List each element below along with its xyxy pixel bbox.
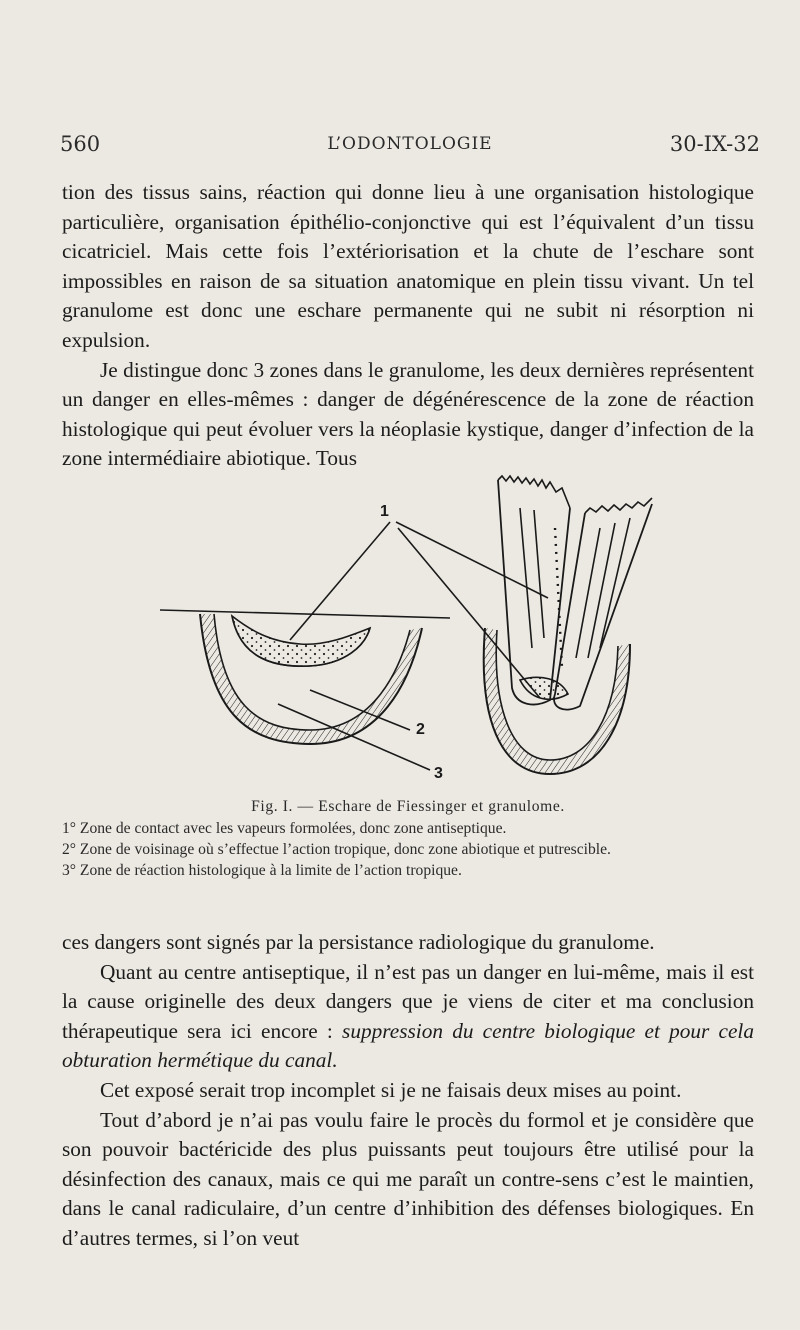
- figure-label-3: 3: [434, 765, 443, 782]
- granuloma-capsule-outer: [200, 614, 422, 744]
- jagged-crown-left: [498, 476, 570, 508]
- running-header: [60, 132, 760, 162]
- issue-date: 30-IX-32: [669, 132, 760, 156]
- jagged-crown-right: [585, 498, 652, 513]
- capsule-hatch: [200, 614, 422, 744]
- paragraph: Je distingue donc 3 zones dans le granulome, les deux dernières représentent un danger en elles-mêmes : danger de dégénérescence de la zone de réaction histologique qui peut évoluer vers la néoplasie kystique, danger d’infection de la zone intermédiaire abiotique. Tous: [62, 357, 754, 471]
- apex-zone: [520, 677, 568, 699]
- tooth-root-right: [554, 504, 652, 710]
- paragraph-text: Quant au centre antiseptique, il n’est pas un danger en lui-même, mais il est la cause originelle des deux dangers que je viens de citer et ma conclusion thérapeutique sera ici encore :: [62, 959, 754, 1043]
- text-block-bottom: [62, 928, 754, 1254]
- caption-item: 2° Zone de voisinage où s’effectue l’action tropique, donc zone abiotique et putrescible.: [62, 841, 611, 858]
- paragraph: Cet exposé serait trop incomplet si je ne faisais deux mises au point.: [100, 1077, 682, 1102]
- apex-granuloma-outer: [484, 628, 630, 774]
- paragraph: Tout d’abord je n’ai pas voulu faire le procès du formol et je considère que son pouvoir bactéricide des plus puissants peut toujours être utilisé pour la désinfection des canaux, mais ce qui me paraît un contre-sens c’est le maintien, dans le canal radiculaire, d’un centre d’inhibition des défenses biologiques. En d’autres termes, si l’on veut: [62, 1107, 754, 1250]
- figure-label-1: 1: [380, 503, 389, 520]
- caption-title: Fig. I. — Eschare de Fiessinger et granulome.: [251, 798, 565, 815]
- paragraph: ces dangers sont signés par la persistance radiologique du granulome.: [62, 930, 655, 954]
- leader-line-1a: [290, 522, 390, 640]
- paragraph: tion des tissus sains, réaction qui donne lieu à une organisation histologique particulière, organisation épithélio-conjonctive qui est l’équivalent d’un tissu cicatriciel. Mais cette fois l’extériorisation et la chute de l’eschare sont impossibles en raison de sa situation anatomique en plein tissu vivant. Un tel granulome est donc une eschare permanente qui ne subit ni résorption ni expulsion.: [62, 180, 754, 352]
- figure-label-2: 2: [416, 721, 425, 738]
- figure-caption: [62, 796, 754, 881]
- text-block-top: [62, 178, 754, 474]
- italic-conclusion: suppression du centre biologique et pour cela obturation hermétique du canal.: [62, 1018, 754, 1073]
- granuloma-figure: [160, 468, 720, 788]
- caption-item: 3° Zone de réaction histologique à la limite de l’action tropique.: [62, 862, 462, 879]
- antiseptic-zone: [232, 616, 370, 666]
- running-title: L’ODONTOLOGIE: [327, 134, 493, 154]
- paragraph: [62, 958, 754, 1076]
- leader-line-1c: [398, 528, 540, 698]
- page-number: 560: [60, 132, 101, 156]
- caption-item: 1° Zone de contact avec les vapeurs formolées, donc zone antiseptique.: [62, 820, 507, 837]
